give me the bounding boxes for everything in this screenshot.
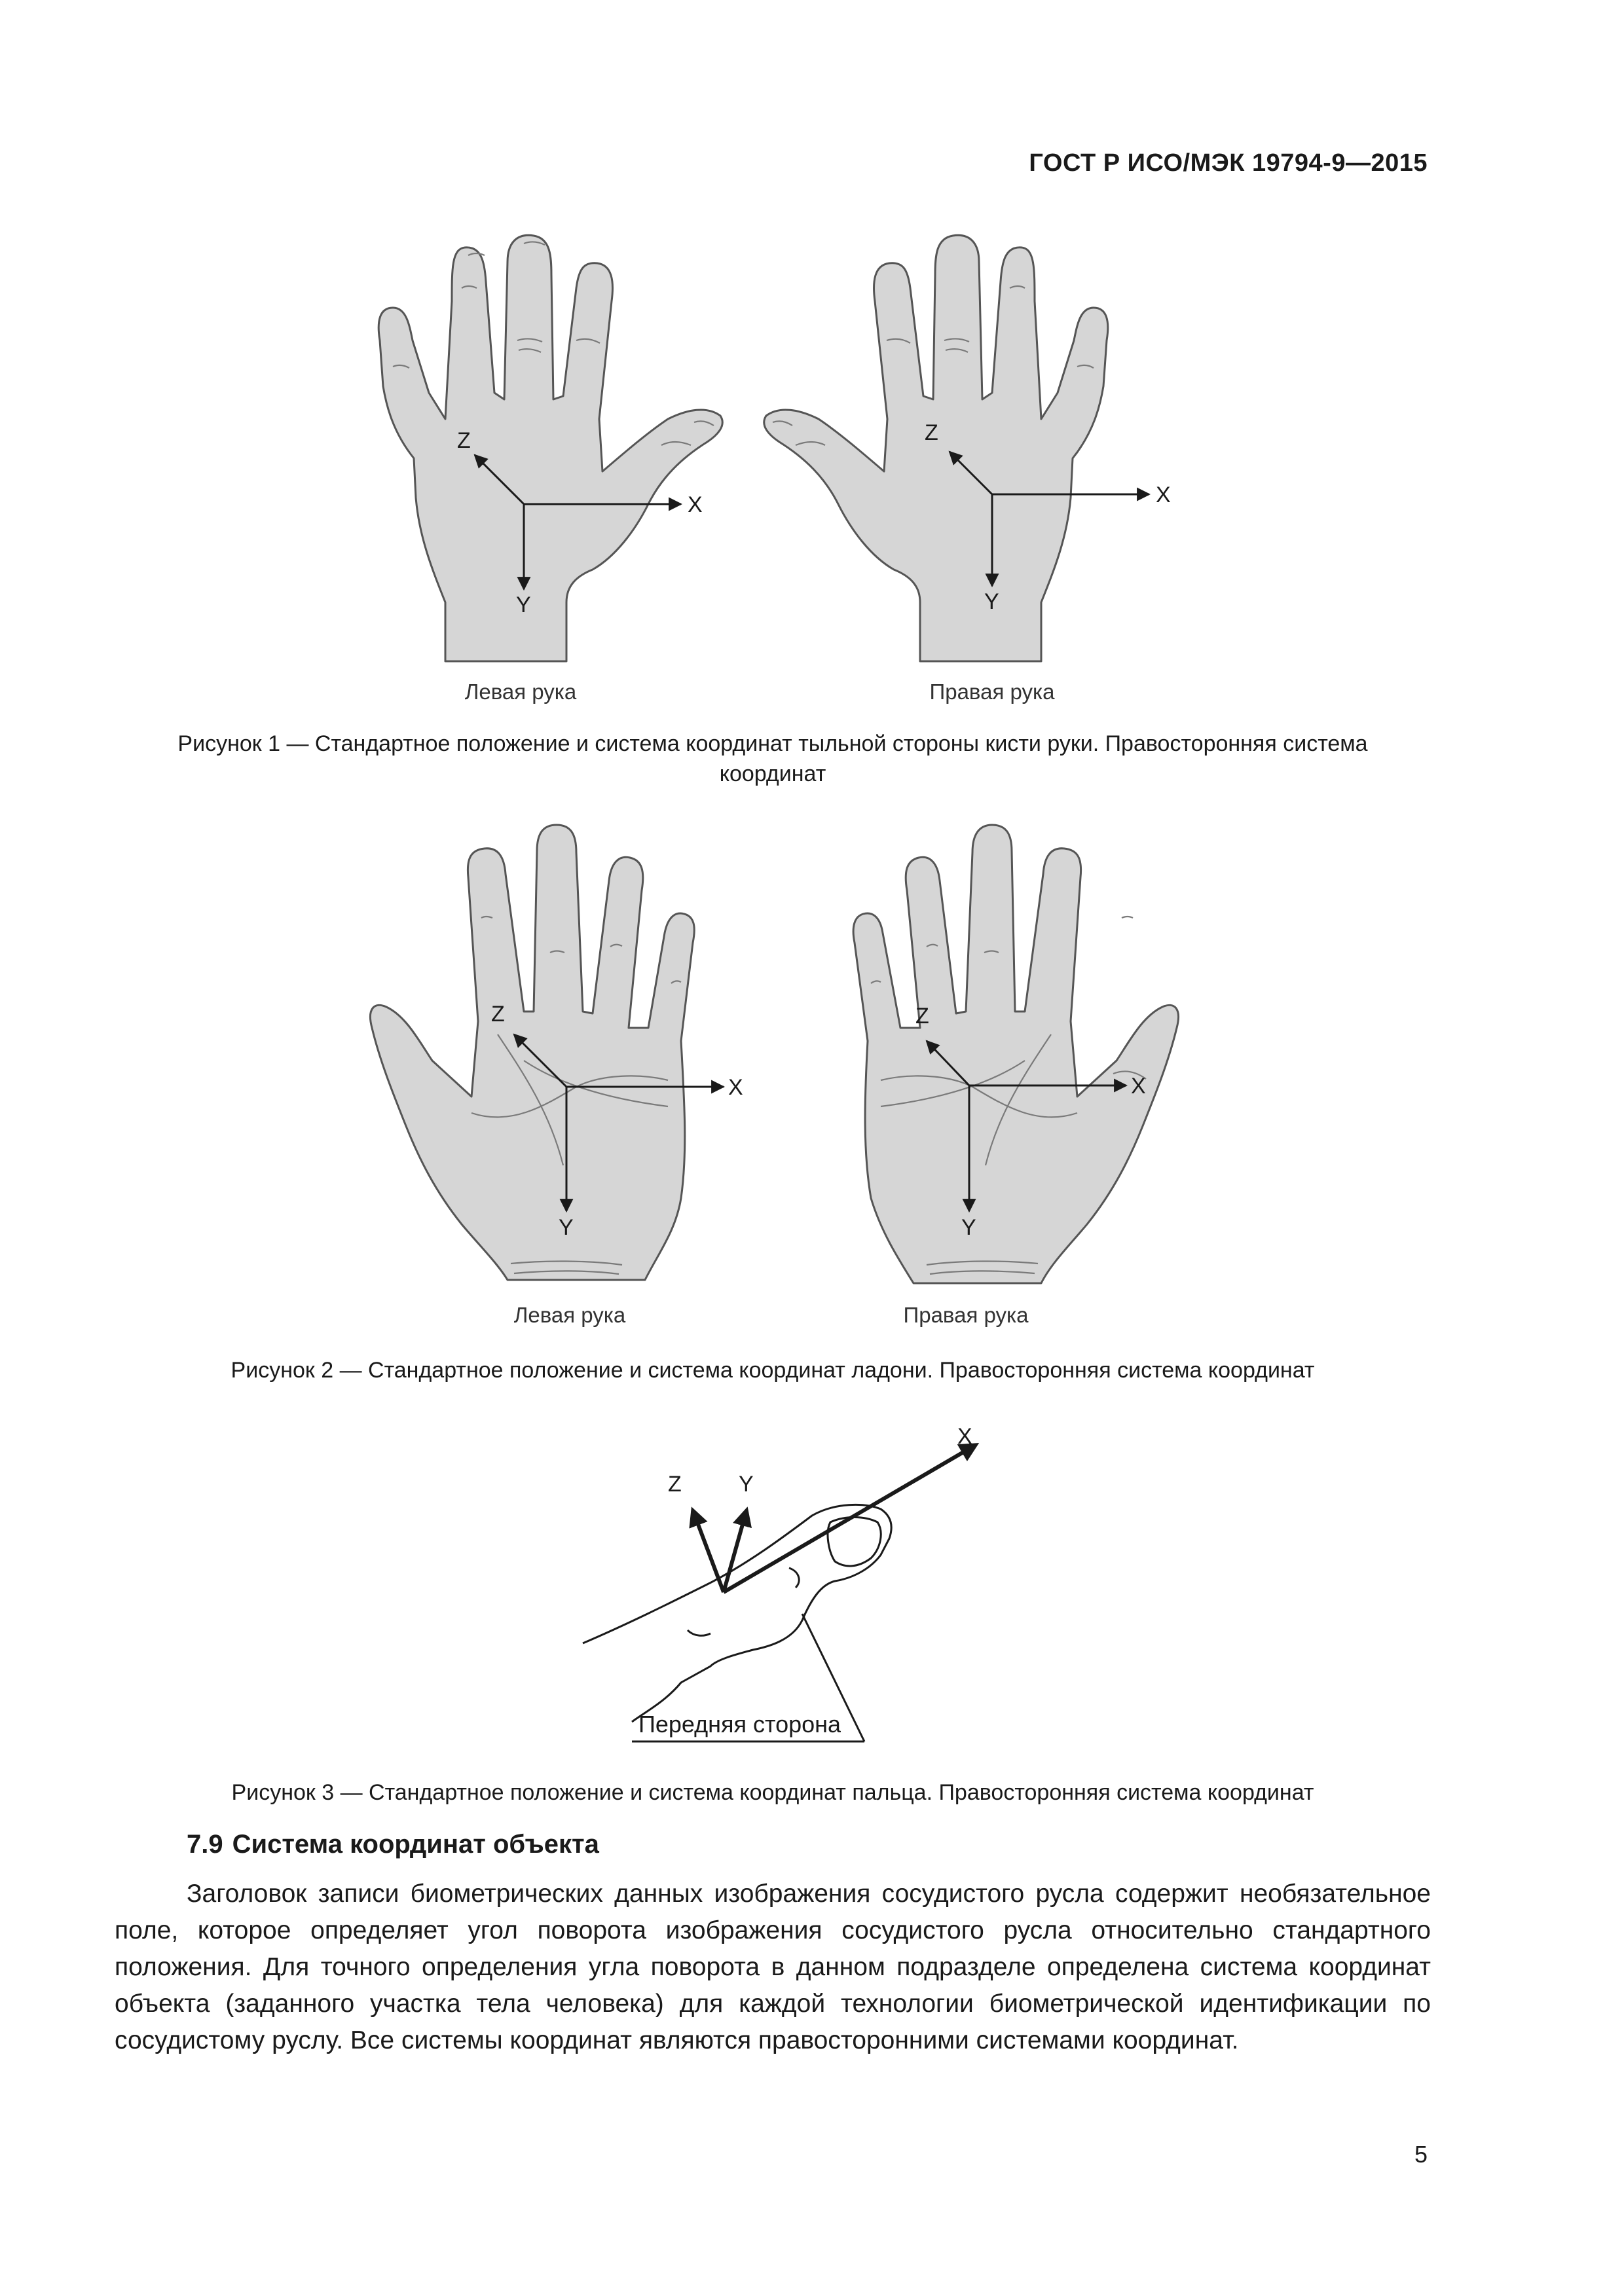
figure-1-caption-line-1: Рисунок 1 — Стандартное положение и система координат тыльной стороны кисти руки. Правосторонняя система (177, 731, 1368, 756)
front-side-label: Передняя сторона (638, 1711, 841, 1738)
section-paragraph (115, 1876, 1431, 2059)
finger-z-label: Z (668, 1472, 682, 1497)
left-palm-y-label: Y (559, 1215, 574, 1240)
right-palm-y-label: Y (961, 1215, 976, 1240)
figure-2-right-hand-label: Правая рука (903, 1303, 1029, 1327)
figure-1-left-hand-label: Левая рука (464, 680, 577, 704)
figure-2-caption: Рисунок 2 — Стандартное положение и система координат ладони. Правосторонняя система координат (231, 1358, 1315, 1383)
figure-1-right-hand-label: Правая рука (929, 680, 1055, 704)
right-palm (853, 825, 1178, 1283)
finger-y-label: Y (739, 1472, 754, 1497)
right-back-y-label: Y (984, 589, 999, 614)
figure-1-caption (115, 729, 1431, 789)
right-hand-back (764, 235, 1108, 661)
finger-x-label: X (957, 1424, 972, 1449)
left-back-z-label: Z (457, 428, 471, 453)
finger-x-axis (724, 1445, 976, 1592)
section-heading (187, 1830, 599, 1859)
figure-1-drawing (0, 223, 1624, 707)
left-palm-z-label: Z (491, 1002, 505, 1027)
figure-3-drawing (0, 1421, 1624, 1761)
left-back-x-label: X (688, 492, 703, 517)
left-palm-x-label: X (728, 1075, 743, 1100)
section-paragraph-text: Заголовок записи биометрических данных изображения сосудистого русла содержит необязательное поле, которое определяет угол поворота изображения сосудистого русла относительно стандартного положения. Для точного определения угла поворота в данном подразделе определена система координат объекта (заданного участка тела человека) для каждой технологии биометрической идентификации по сосудистому руслу. Все системы координат являются правосторонними системами координат. (115, 1880, 1431, 2054)
right-back-z-label: Z (925, 420, 938, 445)
figure-1-caption-line-2: координат (719, 761, 826, 786)
right-palm-x-label: X (1131, 1074, 1146, 1099)
left-hand-back (378, 235, 722, 661)
figure-2-drawing (0, 818, 1624, 1316)
finger-z-axis (693, 1510, 724, 1592)
figure-2-left-hand-label: Левая рука (513, 1303, 626, 1327)
page-number: 5 (1414, 2141, 1428, 2168)
document-header: ГОСТ Р ИСО/МЭК 19794-9—2015 (1029, 149, 1428, 177)
figure-3-caption: Рисунок 3 — Стандартное положение и система координат пальца. Правосторонняя система координат (231, 1780, 1314, 1805)
right-palm-z-label: Z (915, 1004, 929, 1029)
left-back-y-label: Y (516, 592, 531, 617)
right-back-x-label: X (1156, 483, 1171, 507)
section-title: Система координат объекта (232, 1830, 599, 1859)
section-number: 7.9 (187, 1830, 223, 1859)
